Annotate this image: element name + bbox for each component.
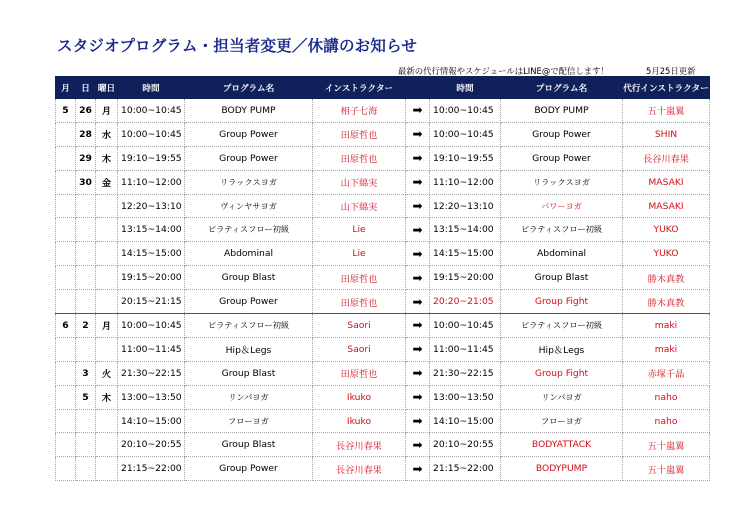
row-weekday: [96, 433, 118, 457]
row-arrow-icon: ➡: [406, 146, 430, 170]
row-time: 20:10~20:55: [118, 433, 185, 457]
row-weekday: [96, 194, 118, 218]
row-program: Group Power: [185, 146, 313, 170]
row-substitute: naho: [623, 385, 710, 409]
row-substitute: 勝木真教: [623, 290, 710, 314]
row-arrow-icon: ➡: [406, 314, 430, 338]
row-arrow-icon: ➡: [406, 361, 430, 385]
row-weekday: [96, 409, 118, 433]
row-arrow-icon: ➡: [406, 194, 430, 218]
row-month: [56, 194, 76, 218]
row-new-program: BODYPUMP: [501, 457, 623, 481]
row-weekday: [96, 457, 118, 481]
row-new-time: 20:20~21:05: [430, 290, 501, 314]
row-instructor: 山下綿実: [313, 194, 406, 218]
row-new-time: 21:30~22:15: [430, 361, 501, 385]
row-substitute: MASAKI: [623, 194, 710, 218]
row-arrow-icon: ➡: [406, 433, 430, 457]
row-weekday: [96, 290, 118, 314]
row-month: [56, 457, 76, 481]
row-new-time: 21:15~22:00: [430, 457, 501, 481]
row-time: 14:10~15:00: [118, 409, 185, 433]
row-time: 10:00~10:45: [118, 314, 185, 338]
row-new-program: ピラティスフロー初級: [501, 218, 623, 242]
row-new-program: BODY PUMP: [501, 99, 623, 123]
row-time: 11:10~12:00: [118, 170, 185, 194]
row-substitute: 五十嵐翼: [623, 457, 710, 481]
row-arrow-icon: ➡: [406, 290, 430, 314]
row-new-time: 12:20~13:10: [430, 194, 501, 218]
row-day: [76, 218, 96, 242]
row-month: [56, 433, 76, 457]
header-time: 時間: [118, 77, 185, 99]
row-month: [56, 170, 76, 194]
row-instructor: Saori: [313, 314, 406, 338]
row-time: 14:15~15:00: [118, 242, 185, 266]
row-instructor: 田原哲也: [313, 122, 406, 146]
row-instructor: Lie: [313, 242, 406, 266]
table-row: [56, 99, 710, 123]
row-new-program: Group Power: [501, 122, 623, 146]
row-time: 11:00~11:45: [118, 337, 185, 361]
table-row: [56, 337, 710, 361]
row-substitute: SHIN: [623, 122, 710, 146]
row-time: 20:15~21:15: [118, 290, 185, 314]
row-instructor: 田原哲也: [313, 361, 406, 385]
header-new-program: プログラム名: [501, 77, 623, 99]
row-day: [76, 457, 96, 481]
row-day: [76, 337, 96, 361]
row-new-time: 13:15~14:00: [430, 218, 501, 242]
schedule-table: [55, 76, 710, 481]
row-new-time: 10:00~10:45: [430, 314, 501, 338]
row-new-time: 14:15~15:00: [430, 242, 501, 266]
row-new-program: Group Fight: [501, 290, 623, 314]
row-substitute: 五十嵐翼: [623, 99, 710, 123]
row-new-program: BODYATTACK: [501, 433, 623, 457]
header-day: 日: [76, 77, 96, 99]
row-weekday: 火: [96, 361, 118, 385]
row-arrow-icon: ➡: [406, 337, 430, 361]
table-row: [56, 194, 710, 218]
row-instructor: 田原哲也: [313, 290, 406, 314]
table-row: [56, 457, 710, 481]
row-arrow-icon: ➡: [406, 266, 430, 290]
row-new-time: 20:10~20:55: [430, 433, 501, 457]
row-month: [56, 266, 76, 290]
row-month: [56, 361, 76, 385]
header-program: プログラム名: [185, 77, 313, 99]
row-new-time: 19:15~20:00: [430, 266, 501, 290]
row-substitute: 長谷川春果: [623, 146, 710, 170]
row-new-program: パワーヨガ: [501, 194, 623, 218]
row-weekday: 木: [96, 385, 118, 409]
row-instructor: 長谷川春果: [313, 433, 406, 457]
row-new-time: 11:10~12:00: [430, 170, 501, 194]
row-program: Group Blast: [185, 266, 313, 290]
header-weekday: 曜日: [96, 77, 118, 99]
row-program: Group Power: [185, 290, 313, 314]
row-new-program: Group Power: [501, 146, 623, 170]
row-substitute: 勝木真教: [623, 266, 710, 290]
row-day: 30: [76, 170, 96, 194]
row-day: 3: [76, 361, 96, 385]
row-program: リンパヨガ: [185, 385, 313, 409]
row-arrow-icon: ➡: [406, 409, 430, 433]
row-month: [56, 242, 76, 266]
row-program: Hip＆Legs: [185, 337, 313, 361]
row-weekday: [96, 266, 118, 290]
table-row: [56, 242, 710, 266]
row-new-time: 14:10~15:00: [430, 409, 501, 433]
row-new-time: 10:00~10:45: [430, 99, 501, 123]
row-substitute: MASAKI: [623, 170, 710, 194]
row-day: [76, 242, 96, 266]
row-month: 6: [56, 314, 76, 338]
table-row: [56, 314, 710, 338]
row-substitute: YUKO: [623, 218, 710, 242]
row-weekday: [96, 337, 118, 361]
row-new-time: 10:00~10:45: [430, 122, 501, 146]
row-day: [76, 266, 96, 290]
row-instructor: 田原哲也: [313, 266, 406, 290]
row-day: [76, 433, 96, 457]
row-day: 5: [76, 385, 96, 409]
row-program: Group Blast: [185, 361, 313, 385]
row-day: 29: [76, 146, 96, 170]
row-program: Abdominal: [185, 242, 313, 266]
row-new-time: 11:00~11:45: [430, 337, 501, 361]
row-program: BODY PUMP: [185, 99, 313, 123]
row-day: 28: [76, 122, 96, 146]
table-row: [56, 218, 710, 242]
row-instructor: 相子七海: [313, 99, 406, 123]
row-instructor: Ikuko: [313, 409, 406, 433]
row-time: 21:15~22:00: [118, 457, 185, 481]
row-arrow-icon: ➡: [406, 242, 430, 266]
row-month: [56, 409, 76, 433]
row-weekday: 月: [96, 314, 118, 338]
table-row: [56, 170, 710, 194]
row-instructor: 長谷川春果: [313, 457, 406, 481]
row-weekday: 木: [96, 146, 118, 170]
row-instructor: Ikuko: [313, 385, 406, 409]
row-month: [56, 385, 76, 409]
header-instructor: インストラクター: [313, 77, 406, 99]
table-row: [56, 146, 710, 170]
row-month: [56, 290, 76, 314]
row-new-program: ピラティスフロー初級: [501, 314, 623, 338]
row-time: 10:00~10:45: [118, 99, 185, 123]
table-row: [56, 266, 710, 290]
row-instructor: 田原哲也: [313, 146, 406, 170]
table-row: [56, 433, 710, 457]
row-new-program: Abdominal: [501, 242, 623, 266]
row-program: ヴィンヤサヨガ: [185, 194, 313, 218]
row-substitute: 五十嵐翼: [623, 433, 710, 457]
header-month: 月: [56, 77, 76, 99]
row-time: 21:30~22:15: [118, 361, 185, 385]
row-instructor: Lie: [313, 218, 406, 242]
table-row: [56, 385, 710, 409]
row-month: [56, 146, 76, 170]
row-arrow-icon: ➡: [406, 457, 430, 481]
row-substitute: maki: [623, 337, 710, 361]
row-arrow-icon: ➡: [406, 122, 430, 146]
table-row: [56, 290, 710, 314]
updated-date: 5月25日更新: [646, 66, 696, 76]
row-substitute: naho: [623, 409, 710, 433]
row-time: 12:20~13:10: [118, 194, 185, 218]
header-substitute: 代行インストラクター: [623, 77, 710, 99]
row-weekday: 金: [96, 170, 118, 194]
table-row: [56, 409, 710, 433]
row-day: [76, 409, 96, 433]
row-new-program: リンパヨガ: [501, 385, 623, 409]
row-day: [76, 194, 96, 218]
row-time: 10:00~10:45: [118, 122, 185, 146]
row-time: 13:00~13:50: [118, 385, 185, 409]
row-program: Group Power: [185, 122, 313, 146]
row-arrow-icon: ➡: [406, 170, 430, 194]
schedule-body: [56, 99, 710, 481]
row-day: 26: [76, 99, 96, 123]
table-row: [56, 361, 710, 385]
row-month: [56, 218, 76, 242]
row-day: 2: [76, 314, 96, 338]
row-program: Group Power: [185, 457, 313, 481]
header-arrow: [406, 77, 430, 99]
row-program: ピラティスフロー初級: [185, 218, 313, 242]
row-instructor: 山下綿実: [313, 170, 406, 194]
row-weekday: 月: [96, 99, 118, 123]
row-new-time: 19:10~19:55: [430, 146, 501, 170]
page-title: スタジオプログラム・担当者変更／休講のお知らせ: [57, 37, 418, 55]
row-weekday: 水: [96, 122, 118, 146]
row-day: [76, 290, 96, 314]
row-new-program: Group Fight: [501, 361, 623, 385]
row-new-program: Group Blast: [501, 266, 623, 290]
row-new-program: リラックスヨガ: [501, 170, 623, 194]
row-instructor: Saori: [313, 337, 406, 361]
row-month: [56, 122, 76, 146]
row-program: Group Blast: [185, 433, 313, 457]
row-arrow-icon: ➡: [406, 385, 430, 409]
row-weekday: [96, 242, 118, 266]
row-program: リラックスヨガ: [185, 170, 313, 194]
header-new-time: 時間: [430, 77, 501, 99]
row-program: フローヨガ: [185, 409, 313, 433]
row-arrow-icon: ➡: [406, 99, 430, 123]
row-new-program: Hip＆Legs: [501, 337, 623, 361]
row-new-program: フローヨガ: [501, 409, 623, 433]
table-row: [56, 122, 710, 146]
row-arrow-icon: ➡: [406, 218, 430, 242]
row-program: ピラティスフロー初級: [185, 314, 313, 338]
line-notice: 最新の代行情報やスケジュールはLINE@で配信します！: [398, 66, 609, 76]
row-time: 19:10~19:55: [118, 146, 185, 170]
row-time: 19:15~20:00: [118, 266, 185, 290]
row-substitute: maki: [623, 314, 710, 338]
row-month: 5: [56, 99, 76, 123]
row-month: [56, 337, 76, 361]
row-substitute: 赤塚千晶: [623, 361, 710, 385]
row-time: 13:15~14:00: [118, 218, 185, 242]
row-weekday: [96, 218, 118, 242]
header-row: [56, 77, 710, 99]
row-substitute: YUKO: [623, 242, 710, 266]
row-new-time: 13:00~13:50: [430, 385, 501, 409]
